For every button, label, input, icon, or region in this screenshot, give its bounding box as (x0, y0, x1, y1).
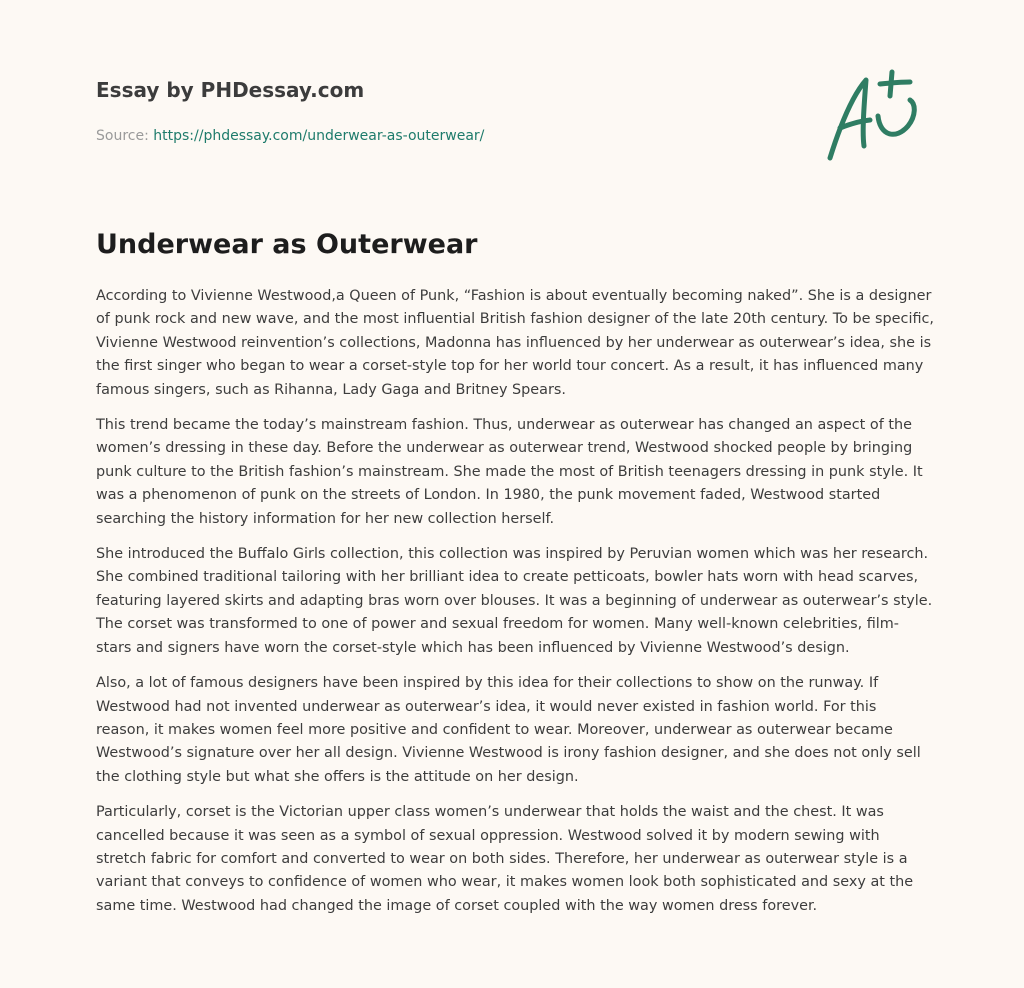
paragraph: According to Vivienne Westwood,a Queen of Punk, “Fashion is about eventually becoming naked”. She is a designer of punk rock and new wave, and the most influential British fashion designer of the late 20th century. To be specific, Vivienne Westwood reinvention’s collections, Madonna has influenced by her underwear as outerwear’s idea, she is the first singer who began to wear a corset-style top for her world tour concert. As a result, it has influenced many famous singers, such as Rihanna, Lady Gaga and Britney Spears. (96, 288, 934, 398)
a-plus-logo-icon (820, 66, 930, 166)
paragraph: This trend became the today’s mainstream fashion. Thus, underwear as outerwear has changed an aspect of the women’s dressing in these day. Before the underwear as outerwear trend, Westwood shocked people by bringing punk culture to the British fashion’s mainstream. She made the most of British teenagers dressing in punk style. It was a phenomenon of punk on the streets of London. In 1980, the punk movement faded, Westwood started searching the history information for her new collection herself. (96, 417, 923, 527)
paragraph: Also, a lot of famous designers have been inspired by this idea for their collections to show on the runway. If Westwood had not invented underwear as outerwear’s idea, it would never existed in fashion world. For this reason, it makes women feel more positive and confident to wear. Moreover, underwear as outerwear became Westwood’s signature over her all design. Vivienne Westwood is irony fashion designer, and she does not only sell the clothing style but what she offers is the attitude on her design. (96, 675, 921, 785)
source-label: Source: (96, 128, 154, 144)
paragraph: She introduced the Buffalo Girls collection, this collection was inspired by Peruvian women which was her research. She combined traditional tailoring with her brilliant idea to create petticoats, bowler hats worn with head scarves, featuring layered skirts and adapting bras worn over blouses. It was a beginning of underwear as outerwear’s style. The corset was transformed to one of power and sexual freedom for women. Many well-known celebrities, film-stars and signers have worn the corset-style which has been influenced by Vivienne Westwood’s design. (96, 546, 933, 656)
source-link[interactable]: https://phdessay.com/underwear-as-outerwear/ (153, 128, 485, 144)
document-title: Underwear as Outerwear (96, 229, 478, 260)
page-header (96, 76, 796, 146)
paragraph: Particularly, corset is the Victorian upper class women’s underwear that holds the waist and the chest. It was cancelled because it was seen as a symbol of sexual oppression. Westwood solved it by modern sewing with stretch fabric for comfort and converted to wear on both sides. Therefore, her underwear as outerwear style is a variant that conveys to confidence of women who wear, it makes women look both sophisticated and sexy at the same time. Westwood had changed the image of corset coupled with the way women dress forever. (96, 804, 914, 914)
essay-body (96, 285, 934, 930)
site-title: Essay by PHDessay.com (96, 78, 365, 102)
source-line (96, 126, 796, 146)
